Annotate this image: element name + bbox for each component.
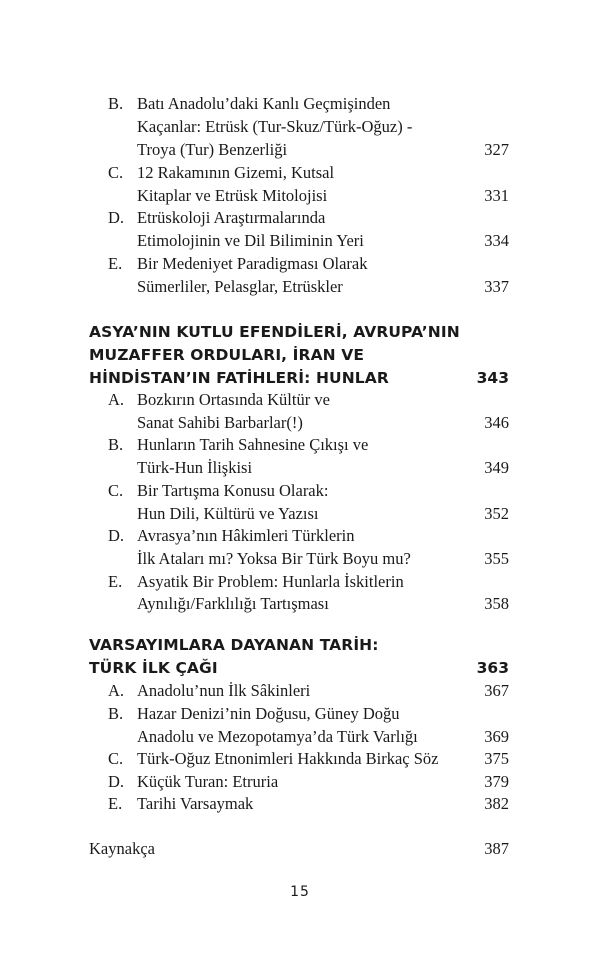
toc-entry-continuation: [0, 184, 600, 208]
entry-page: 375: [484, 749, 509, 768]
entry-title: Kaynakça: [89, 839, 155, 858]
entry-page: 358: [484, 594, 509, 613]
toc-entry: [0, 92, 600, 116]
entry-title: Kaçanlar: Etrüsk (Tur-Skuz/Türk-Oğuz) -: [137, 117, 413, 136]
toc-entry: [0, 206, 600, 230]
entry-letter: B.: [108, 94, 124, 113]
entry-page: 379: [484, 772, 509, 791]
entry-title: Sümerliler, Pelasglar, Etrüskler: [137, 277, 343, 296]
entry-title: Anadolu’nun İlk Sâkinleri: [137, 681, 311, 700]
entry-letter: E.: [108, 254, 123, 273]
toc-entry: [0, 388, 600, 412]
entry-title: Aynılığı/Farklılığı Tartışması: [137, 594, 329, 613]
entry-title: 12 Rakamının Gizemi, Kutsal: [137, 163, 335, 182]
entry-title: Bir Medeniyet Paradigması Olarak: [137, 254, 368, 273]
entry-title: Hun Dili, Kültürü ve Yazısı: [137, 504, 319, 523]
entry-letter: D.: [108, 208, 125, 227]
section-title: HİNDİSTAN’IN FATİHLERİ: HUNLAR: [89, 369, 389, 387]
entry-page: 331: [484, 186, 509, 205]
entry-title: Hazar Denizi’nin Doğusu, Güney Doğu: [137, 704, 400, 723]
entry-title: Kitaplar ve Etrüsk Mitolojisi: [137, 186, 328, 205]
toc-entry-continuation: [0, 592, 600, 616]
entry-page: 355: [484, 549, 509, 568]
entry-title: Batı Anadolu’daki Kanlı Geçmişinden: [137, 94, 391, 113]
toc-section-heading: [0, 320, 600, 344]
toc-section-heading: [0, 366, 600, 390]
entry-letter: C.: [108, 481, 124, 500]
toc-entry: [0, 792, 600, 816]
entry-title: Küçük Turan: Etruria: [137, 772, 279, 791]
entry-page: 334: [484, 231, 509, 250]
toc-entry-continuation: [0, 725, 600, 749]
entry-title: Avrasya’nın Hâkimleri Türklerin: [137, 526, 355, 545]
toc-entry: [0, 252, 600, 276]
entry-page: 369: [484, 727, 509, 746]
toc-section-heading: [0, 633, 600, 657]
entry-letter: E.: [108, 572, 123, 591]
page-number: 15: [290, 884, 310, 900]
entry-title: İlk Ataları mı? Yoksa Bir Türk Boyu mu?: [137, 549, 411, 568]
section-title: VARSAYIMLARA DAYANAN TARİH:: [89, 636, 379, 654]
entry-letter: E.: [108, 794, 123, 813]
entry-page: 337: [484, 277, 509, 296]
toc-section-heading: [0, 343, 600, 367]
entry-title: Anadolu ve Mezopotamya’da Türk Varlığı: [137, 727, 418, 746]
toc-entry-continuation: [0, 115, 600, 139]
entry-letter: C.: [108, 163, 124, 182]
entry-letter: B.: [108, 435, 124, 454]
entry-letter: C.: [108, 749, 124, 768]
toc-entry: [0, 702, 600, 726]
entry-letter: A.: [108, 390, 125, 409]
toc-entry: [0, 479, 600, 503]
toc-entry: [0, 161, 600, 185]
entry-title: Bozkırın Ortasında Kültür ve: [137, 390, 330, 409]
entry-letter: D.: [108, 526, 125, 545]
entry-letter: A.: [108, 681, 125, 700]
section-page: 343: [476, 369, 509, 387]
toc-entry-continuation: [0, 502, 600, 526]
toc-entry-continuation: [0, 547, 600, 571]
toc-section-heading: [0, 656, 600, 680]
toc-entry: [0, 570, 600, 594]
entry-page: 367: [484, 681, 509, 700]
entry-title: Asyatik Bir Problem: Hunlarla İskitlerin: [137, 572, 404, 591]
section-title: MUZAFFER ORDULARI, İRAN VE: [89, 346, 365, 364]
entry-page: 327: [484, 140, 509, 159]
entry-letter: B.: [108, 704, 124, 723]
toc-entry: [0, 679, 600, 703]
entry-letter: D.: [108, 772, 125, 791]
toc-entry-continuation: [0, 456, 600, 480]
toc-entry: [0, 433, 600, 457]
entry-title: Türk-Oğuz Etnonimleri Hakkında Birkaç Söz: [137, 749, 439, 768]
entry-title: Etrüskoloji Araştırmalarında: [137, 208, 326, 227]
entry-title: Sanat Sahibi Barbarlar(!): [137, 413, 303, 432]
toc-bibliography-entry: [0, 837, 600, 861]
entry-title: Etimolojinin ve Dil Biliminin Yeri: [137, 231, 364, 250]
entry-title: Troya (Tur) Benzerliği: [137, 140, 288, 159]
toc-entry: [0, 524, 600, 548]
entry-title: Bir Tartışma Konusu Olarak:: [137, 481, 329, 500]
toc-entry: [0, 747, 600, 771]
entry-page: 382: [484, 794, 509, 813]
entry-page: 387: [484, 839, 509, 858]
entry-title: Türk-Hun İlişkisi: [137, 458, 253, 477]
toc-entry: [0, 770, 600, 794]
entry-page: 349: [484, 458, 509, 477]
toc-entry-continuation: [0, 275, 600, 299]
toc-entry-continuation: [0, 411, 600, 435]
entry-page: 352: [484, 504, 509, 523]
entry-page: 346: [484, 413, 509, 432]
toc-entry-continuation: [0, 229, 600, 253]
section-title: ASYA’NIN KUTLU EFENDİLERİ, AVRUPA’NIN: [89, 323, 460, 341]
section-page: 363: [476, 659, 509, 677]
section-title: TÜRK İLK ÇAĞI: [89, 659, 218, 677]
entry-title: Tarihi Varsaymak: [137, 794, 254, 813]
entry-title: Hunların Tarih Sahnesine Çıkışı ve: [137, 435, 369, 454]
toc-entry-continuation: [0, 138, 600, 162]
